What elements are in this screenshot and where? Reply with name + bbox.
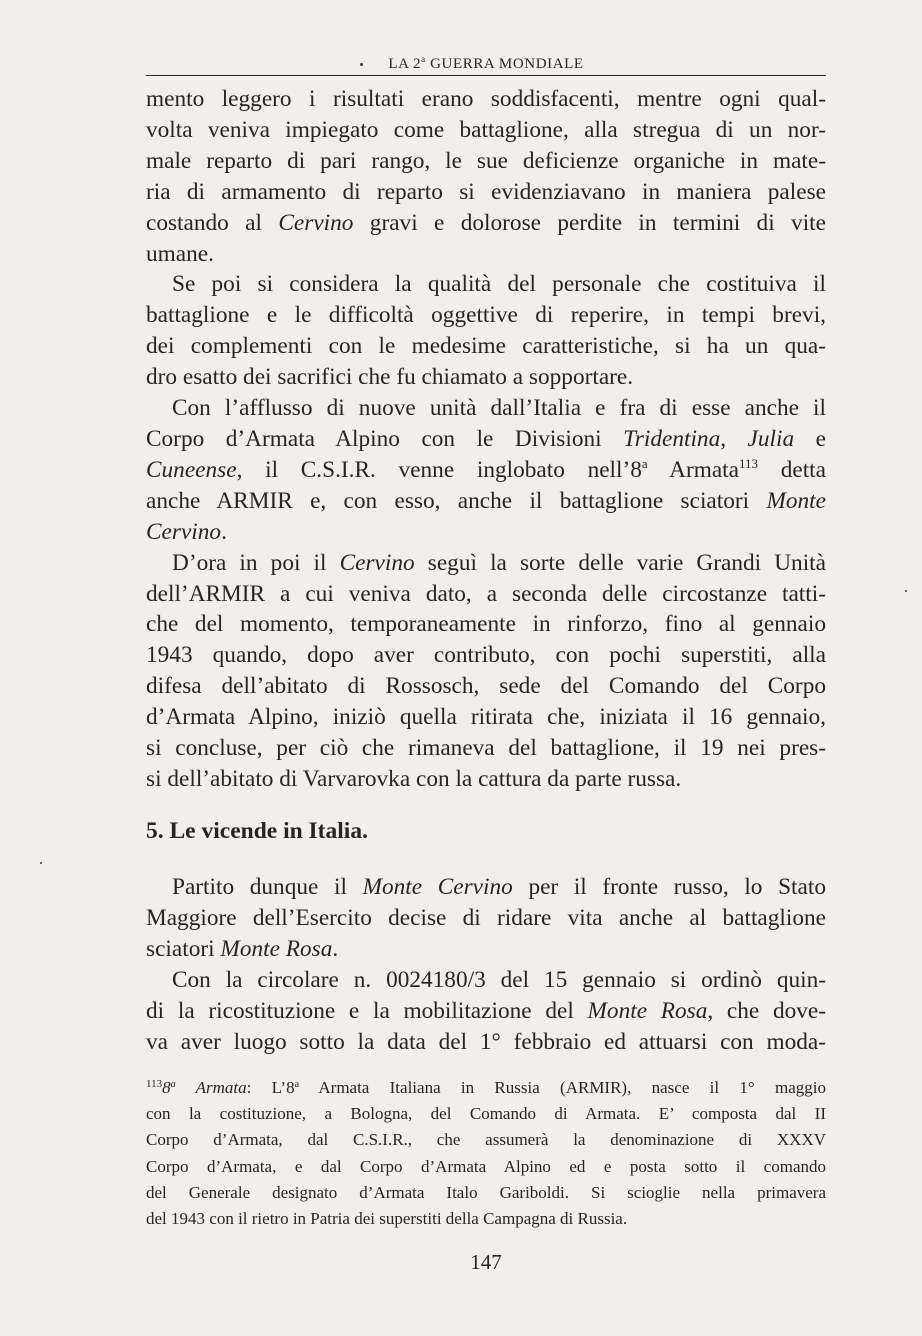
footnote-line: con la costituzione, a Bologna, del Comando di Armata. E’ composta dal II [146, 1104, 826, 1124]
text-line: difesa dell’abitato di Rossosch, sede del Comando del Corpo [146, 673, 826, 700]
text-line: Cervino. [146, 518, 227, 545]
text-line: dell’ARMIR a cui veniva dato, a seconda delle circostanze tatti- [146, 580, 826, 607]
running-head [146, 54, 826, 73]
scan-speck [360, 63, 363, 66]
footnote [146, 1075, 826, 1232]
text-line: 1943 quando, dopo aver contributo, con pochi superstiti, alla [146, 642, 826, 669]
text-line: mento leggero i risultati erano soddisfacenti, mentre ogni qual- [146, 86, 826, 112]
text-line: Cuneense, il C.S.I.R. venne inglobato nell’8$^a$ Armata$^{113}$ detta [146, 455, 826, 483]
body-text-upper [146, 84, 826, 795]
text-line: che del momento, temporaneamente in rinforzo, fino al gennaio [146, 611, 826, 638]
page-number: 147 [470, 1250, 502, 1274]
text-line: dei complementi con le medesime caratteristiche, si ha un qua- [146, 333, 826, 360]
text-line: si concluse, per ciò che rimaneva del battaglione, il 19 nei pres- [146, 735, 826, 762]
running-head-text: LA 2 [388, 56, 422, 72]
footnote-reference: 113 [738, 455, 759, 471]
text-line: anche ARMIR e, con esso, anche il battaglione sciatori Monte [146, 487, 826, 514]
text-line: Con l’afflusso di nuove unità dall’Italia e fra di esse anche il [172, 395, 826, 422]
text-line: umane. [146, 240, 214, 267]
text-line: Corpo d’Armata Alpino con le Divisioni Tridentina, Julia e [146, 425, 826, 452]
text-line: va aver luogo sotto la data del 1° febbraio ed attuarsi con moda- [146, 1028, 826, 1055]
footnote-line: Corpo d’Armata, e dal Corpo d’Armata Alpino ed e posta sotto il comando [146, 1156, 826, 1176]
footnote-line: del Generale designato d’Armata Italo Gariboldi. Si scioglie nella primavera [146, 1182, 826, 1202]
footnote-line: $^{113}$8$^a$ Armata: L’8$^a$ Armata Italiana in Russia (ARMIR), nasce il 1° maggio [146, 1078, 826, 1097]
section-heading: 5. Le vicende in Italia. [146, 818, 368, 844]
footnote-line: Corpo d’Armata, dal C.S.I.R., che assumerà la denominazione di XXXV [146, 1130, 826, 1150]
text-line: dro esatto dei sacrifici che fu chiamato a sopportare. [146, 364, 634, 391]
text-line: D’ora in poi il Cervino seguì la sorte delle varie Grandi Unità [172, 549, 826, 576]
footnote-line: del 1943 con il rietro in Patria dei superstiti della Campagna di Russia. [146, 1209, 628, 1229]
text-line: Con la circolare n. 0024180/3 del 15 gennaio si ordinò quin- [172, 966, 826, 993]
scan-speck [905, 590, 907, 592]
text-line: di la ricostituzione e la mobilitazione del Monte Rosa, che dove- [146, 997, 827, 1024]
text-line: Se poi si considera la qualità del personale che costituiva il [172, 271, 826, 298]
text-line: volta veniva impiegato come battaglione, alla stregua di un nor- [146, 116, 826, 143]
ordinal-sup: a [641, 455, 648, 471]
scan-speck [40, 862, 42, 864]
footnote-number: 113 [146, 1078, 163, 1090]
running-head-text-2: GUERRA MONDIALE [425, 56, 584, 72]
text-line: d’Armata Alpino, iniziò quella ritirata che, iniziata il 16 gennaio, [146, 704, 826, 731]
header-rule [146, 75, 826, 76]
text-line: sciatori Monte Rosa. [146, 935, 339, 962]
body-text-lower [146, 872, 826, 1057]
text-line: ria di armamento di reparto si evidenziavano in maniera palese [146, 178, 826, 205]
text-line: battaglione e le difficoltà oggettive di reperire, in tempi brevi, [146, 302, 826, 329]
running-head-sup: a [421, 54, 426, 64]
text-line: Maggiore dell’Esercito decise di ridare vita anche al battaglione [146, 904, 826, 931]
text-line: si dell’abitato di Varvarovka con la cattura da parte russa. [146, 765, 682, 792]
text-line: male reparto di pari rango, le sue deficienze organiche in mate- [146, 147, 826, 174]
text-line: Partito dunque il Monte Cervino per il fronte russo, lo Stato [172, 874, 826, 900]
text-line: costando al Cervino gravi e dolorose perdite in termini di vite [146, 209, 826, 236]
